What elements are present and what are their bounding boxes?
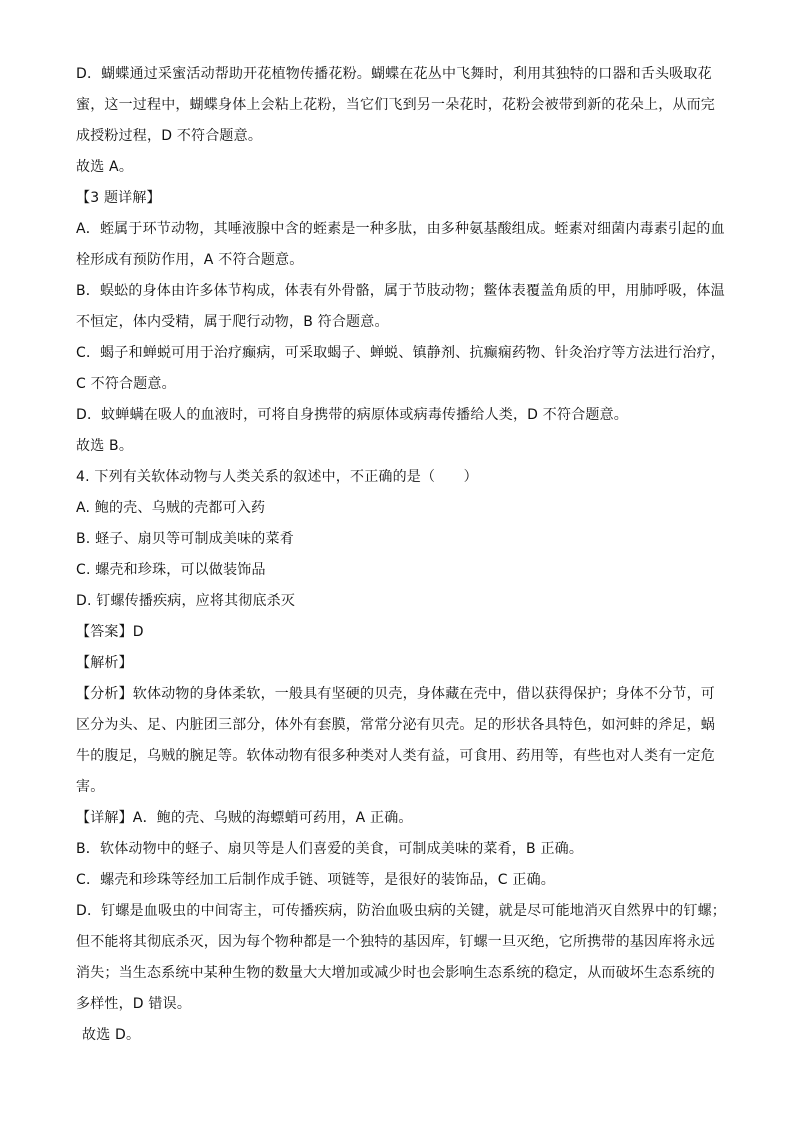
- text-line: B．蜈蚣的身体由许多体节构成，体表有外骨骼，属于节肢动物；鳖体表覆盖角质的甲，用肺呼吸，体温: [76, 283, 725, 299]
- option-a: A. 鲍的壳、乌贼的壳都可入药: [76, 500, 266, 516]
- answer-label: 【答案】D: [76, 624, 144, 640]
- text-line: B．软体动物中的蛏子、扇贝等是人们喜爱的美食，可制成美味的菜肴，B 正确。: [76, 841, 584, 857]
- option-b: B. 蛏子、扇贝等可制成美味的菜肴: [76, 531, 294, 547]
- analysis-label: 【解析】: [76, 655, 133, 671]
- text-line: 不恒定，体内受精，属于爬行动物，B 符合题意。: [76, 314, 389, 330]
- text-line: 【详解】A．鲍的壳、乌贼的海螵蛸可药用，A 正确。: [76, 810, 413, 826]
- text-line: 多样性，D 错误。: [76, 996, 192, 1012]
- text-line: 成授粉过程，D 不符合题意。: [76, 128, 263, 144]
- text-line: D．钉螺是血吸虫的中间寄主，可传播疾病，防治血吸虫病的关键，就是尽可能地消灭自然界中的钉螺；: [76, 903, 726, 919]
- text-line: 但不能将其彻底杀灭，因为每个物种都是一个独特的基因库，钉螺一旦灭绝，它所携带的基因库将永远: [76, 934, 715, 950]
- document-page: [76, 59, 726, 1051]
- option-c: C. 螺壳和珍珠，可以做装饰品: [76, 562, 266, 578]
- conclusion-line: 故选 D。: [82, 1027, 141, 1043]
- text-line: 蜜，这一过程中，蝴蝶身体上会粘上花粉，当它们飞到另一朵花时，花粉会被带到新的花朵上，从而完: [76, 97, 715, 113]
- conclusion-line: 故选 A。: [76, 159, 134, 175]
- text-line: 区分为头、足、内脏团三部分，体外有套膜，常常分泌有贝壳。足的形状各具特色，如河蚌的斧足，蜗: [76, 717, 715, 733]
- text-line: 【分析】软体动物的身体柔软，一般具有坚硬的贝壳，身体藏在壳中，借以获得保护；身体不分节，可: [76, 686, 715, 702]
- text-line: 栓形成有预防作用，A 不符合题意。: [76, 252, 304, 268]
- conclusion-line: 故选 B。: [76, 438, 134, 454]
- text-line: D．蚊蝉螨在吸人的血液时，可将自身携带的病原体或病毒传播给人类，D 不符合题意。: [76, 407, 629, 423]
- section-heading: 【3 题详解】: [76, 190, 161, 206]
- text-line: 消失；当生态系统中某种生物的数量大大增加或减少时也会影响生态系统的稳定，从而破坏生态系统的: [76, 965, 715, 981]
- text-line: D．蝴蝶通过采蜜活动帮助开花植物传播花粉。蝴蝶在花丛中飞舞时，利用其独特的口器和舌头吸取花: [76, 66, 712, 82]
- question-stem: 4. 下列有关软体动物与人类关系的叙述中，不正确的是（ ）: [76, 469, 478, 485]
- text-line: C 不符合题意。: [76, 376, 176, 392]
- text-line: C．蝎子和蝉蜕可用于治疗癫病，可采取蝎子、蝉蜕、镇静剂、抗癫痫药物、针灸治疗等方法进行治疗，: [76, 345, 725, 361]
- option-d: D. 钉螺传播疾病，应将其彻底杀灭: [76, 593, 296, 609]
- text-line: 牛的腹足，乌贼的腕足等。软体动物有很多种类对人类有益，可食用、药用等，有些也对人类有一定危: [76, 748, 715, 764]
- text-line: C．螺壳和珍珠等经加工后制作成手链、项链等，是很好的装饰品，C 正确。: [76, 872, 555, 888]
- text-line: A．蛭属于环节动物，其唾液腺中含的蛭素是一种多肽，由多种氨基酸组成。蛭素对细菌内毒素引起的血: [76, 221, 725, 237]
- text-line: 害。: [76, 779, 105, 795]
